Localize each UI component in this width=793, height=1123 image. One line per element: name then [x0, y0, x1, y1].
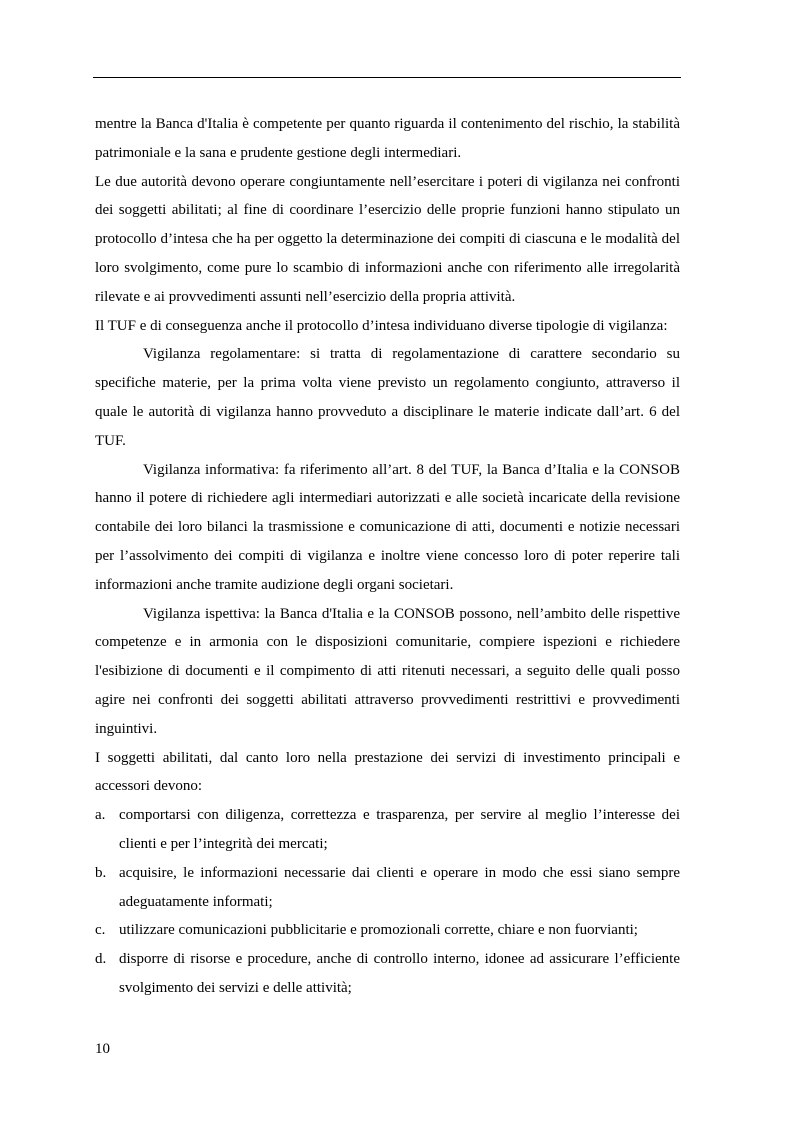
list-marker: d. [95, 951, 107, 968]
paragraph-vigilanza-regolamentare: Vigilanza regolamentare: si tratta di regolamentazione di carattere secondario su specifiche materie, per la prima volta viene previsto un regolamento congiunto, attraverso il quale le autorità di vigilanza hanno provveduto a disciplinare le materie indicate dall’art. 6 del TUF. [95, 346, 680, 449]
page-number: 10 [95, 1041, 110, 1057]
page-body [95, 110, 680, 1003]
list-marker: c. [95, 922, 106, 939]
paragraph-vigilanza-ispettiva: Vigilanza ispettiva: la Banca d'Italia e la CONSOB possono, nell’ambito delle rispettive competenze e in armonia con le disposizioni comunitarie, compiere ispezioni e richiedere l'esibizione di documenti e il compimento di atti ritenuti necessari, a seguito delle quali posso agire nei confronti dei soggetti abilitati attraverso provvedimenti restrittivi e provvedimenti inguintivi. [95, 605, 680, 737]
header-rule [93, 77, 681, 78]
paragraph: mentre la Banca d'Italia è competente per quanto riguarda il contenimento del rischio, la stabilità patrimoniale e la sana e prudente gestione degli intermediari. [95, 116, 680, 161]
list-marker: a. [95, 807, 106, 824]
paragraph-vigilanza-informativa: Vigilanza informativa: fa riferimento all’art. 8 del TUF, la Banca d’Italia e la CONSOB hanno il potere di richiedere agli intermediari autorizzati e alle società incaricate della revisione contabile dei loro bilanci la trasmissione e comunicazione di atti, documenti e notizie necessari per l’assolvimento dei compiti di vigilanza e inoltre viene concesso loro di poter reperire tali informazioni anche tramite audizione degli organi societari. [95, 461, 680, 593]
list-item-text: utilizzare comunicazioni pubblicitarie e promozionali corrette, chiare e non fuorvianti; [119, 922, 638, 939]
list-item-text: comportarsi con diligenza, correttezza e trasparenza, per servire al meglio l’interesse dei clienti e per l’integrità dei mercati; [119, 807, 680, 852]
paragraph: Il TUF e di conseguenza anche il protocollo d’intesa individuano diverse tipologie di vigilanza: [95, 317, 668, 334]
paragraph: Le due autorità devono operare congiuntamente nell’esercitare i poteri di vigilanza nei confronti dei soggetti abilitati; al fine di coordinare l’esercizio delle proprie funzioni hanno stipulato un protocollo d’intesa che ha per oggetto la determinazione dei compiti di ciascuna e le modalità del loro svolgimento, come pure lo scambio di informazioni anche con riferimento alle irregolarità rilevate e ai provvedimenti assunti nell’esercizio della propria attività. [95, 173, 680, 305]
list-marker: b. [95, 864, 107, 881]
obligations-list [95, 801, 680, 1003]
paragraph: I soggetti abilitati, dal canto loro nella prestazione dei servizi di investimento principali e accessori devono: [95, 749, 680, 795]
list-item [95, 801, 680, 859]
list-item [95, 945, 680, 1003]
list-item [95, 916, 680, 945]
list-item-text: acquisire, le informazioni necessarie dai clienti e operare in modo che essi siano sempre adeguatamente informati; [119, 864, 680, 910]
list-item-text: disporre di risorse e procedure, anche di controllo interno, idonee ad assicurare l’efficiente svolgimento dei servizi e delle attività; [119, 951, 680, 996]
list-item [95, 859, 680, 917]
